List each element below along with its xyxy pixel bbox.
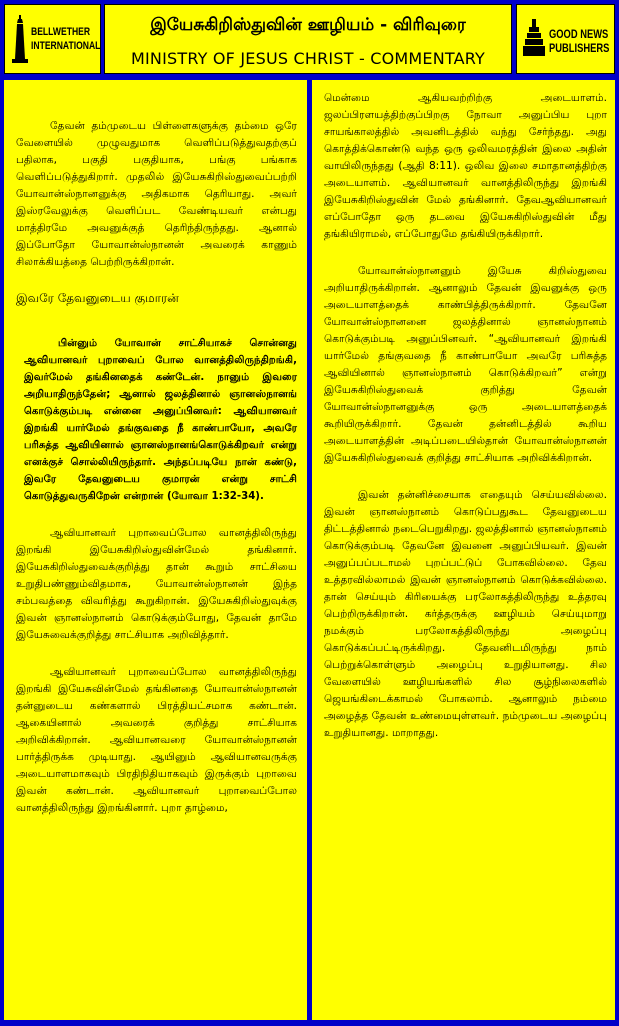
title-tamil: இயேசுகிறிஸ்துவின் ஊழியம் - விரிவுரை — [150, 15, 466, 35]
right-paragraph-2: யோவான்ஸ்நானனும் இயேசு கிறிஸ்துவை அறியாதிருக்கிறான். ஆனாலும் தேவன் இவனுக்கு ஒரு அடையாளத்தைக் காண்பித்திருக்கிறார். தேவனே யோவான்ஸ்நானனை ஜலத்தினால் ஞானஸ்நானம் கொடுக்கும்படி அனுப்பினவர். “ஆவியானவர் இறங்கி யார்மேல் தங்குவதை நீ காண்பாயோ அவரே பரிசுத்த ஆவியினால் ஞானஸ்நானம் கொடுக்கிறவர்” என்று இயேசுகிறிஸ்துவைக் குறித்து தேவன் யோவான்ஸ்நானனுக்கு ஒரு அடையாளத்தைக் கூறியிருக்கிறார். தேவன் தன்னிடத்தில் கூறிய அடையாளத்தின் அடிப்படையில்தான் யோவான்ஸ்நானன் இயேசுகிறிஸ்துவைக் குறித்து சாட்சியாக அறிவிக்கிறான். — [324, 265, 607, 464]
left-logo-line1: BELLWETHER — [31, 26, 91, 38]
left-paragraph-1: தேவன் தம்முடைய பிள்ளைகளுக்கு தம்மை ஒரே வேளையில் முழுவதுமாக வெளிப்படுத்துவதற்குப் பதிலாக, பகுதி பகுதியாக, பங்கு பங்காக வெளிப்படுத்துகிறார். முதலில் இயேசுகிறிஸ்துவைப்பற்றி யோவான்ஸ்நானனுக்கு அதிகமாக தெரியாது. அவர் இஸ்ரவேலுக்கு வெளிப்பட வேண்டியவர் என்பது மாத்திரமே அவனுக்குத் தெரிந்திருந்தது. ஆனால் இப்போதோ யோவான்ஸ்நானன் அவரைக் காணும் சிலாக்கியத்தை பெற்றிருக்கிறான். — [16, 120, 297, 268]
right-logo-line1: GOOD NEWS — [549, 27, 609, 41]
right-logo-line2: PUBLISHERS — [549, 41, 610, 55]
left-column — [4, 80, 307, 1020]
good-news-logo — [516, 4, 615, 74]
title-english: MINISTRY OF JESUS CHRIST - COMMENTARY — [130, 49, 486, 68]
left-paragraph-3: ஆவியானவர் புறாவைப்போல வானத்திலிருந்து இறங்கி இயேசுவின்மேல் தங்கினதை யோவான்ஸ்நானன் தன்னுடைய கண்களால் பிரத்தியட்சமாக கண்டான். ஆகையினால் அவரைக் குறித்து சாட்சியாக அறிவிக்கிறான். ஆவியானவரை யோவான்ஸ்நானன் பார்த்திருக்க முடியாது. ஆயினும் ஆவியானவருக்கு அடையாளமாகவும் பிரதிநிதியாகவும் இருக்கும் புறாவை இவன் கண்டான். ஆவியானவர் புறாவைப்போல வானத்திலிருந்து இறங்கினார். புறா தாழ்மை, — [16, 666, 297, 814]
page-header — [0, 0, 619, 78]
bellwether-logo — [4, 4, 101, 74]
scripture-quote: பின்னும் யோவான் சாட்சியாகச் சொன்னது ஆவியானவர் புறாவைப் போல வானத்திலிருந்திறங்கி, இவர்மேல் தங்கினதைக் கண்டேன். நானும் இவரை அறியாதிருந்தேன்; ஆனால் ஜலத்தினால் ஞானஸ்நானங் கொடுக்கும்படி என்னை அனுப்பினவர்: ஆவியானவர் இறங்கி யார்மேல் தங்குவதை நீ காண்பாயோ, அவரே பரிசுத்த ஆவியினால் ஞானஸ்நானங்கொடுக்கிறவர் என்று எனக்குச் சொல்லியிருந்தார். அந்தப்படியே நான் கண்டு, இவரே தேவனுடைய குமாரன் என்று சாட்சி கொடுத்துவருகிறேன் என்றான் (யோவா 1:32-34). — [24, 338, 297, 502]
right-paragraph-1: மென்மை ஆகியவற்றிற்கு அடையாளம். ஜலப்பிரளயத்திற்குப்பிறகு நோவா அனுப்பிய புறா சாயங்காலத்தில் அவனிடத்தில் வந்து சேர்ந்தது. அது கொத்திக்கொண்டு வந்த ஒரு ஒலிவமரத்தின் இலை அதின் வாயிலிருந்தது (ஆதி 8:11). ஒலிவ இலை சமாதானத்திற்கு அடையாளம். ஆவியானவர் வானத்திலிருந்து இறங்கி இயேசுகிறிஸ்துவின் மேல் தங்கினார். தேவஆவியானவர் எப்போதோ ஒரு தடவை இயேசுகிறிஸ்துவின் மீது தங்கியிராமல், எப்போதுமே தங்கியிருக்கிறார். — [324, 92, 607, 240]
title-banner — [104, 4, 512, 74]
right-column — [312, 80, 615, 1020]
right-paragraph-3: இவன் தன்னிச்சையாக எதையும் செய்யவில்லை. இவன் ஞானஸ்நானம் கொடுப்பதுகூட தேவனுடைய திட்டத்தினால் நடைபெறுகிறது. ஜலத்தினால் ஞானஸ்நானம் கொடுக்கும்படி தேவனே இவனை அனுப்பியவர். இவன் அனுப்பப்படாமல் புறப்பட்டுப் போகவில்லை. தேவ உத்தரவில்லாமல் இவன் ஞானஸ்நானம் கொடுக்கவில்லை. தான் செய்யும் கிரியைக்கு பரலோகத்திலிருந்து உத்தரவு பெற்றிருக்கிறான். கர்த்தருக்கு ஊழியம் செய்யுமாறு நமக்கும் பரலோகத்திலிருந்து அழைப்பு கொடுக்கப்பட்டிருக்கிறது. தேவனிடமிருந்து நாம் பெற்றுக்கொள்ளும் அழைப்பு உறுதியானது. சில வேளையில் ஊழியங்களில் சில சூழ்நிலைகளில் ஜெயங்கிடைக்காமல் போகலாம். ஆனாலும் நம்மை அழைத்த தேவன் உண்மையுள்ளவர். நம்முடைய அழைப்பு உறுதியானது. மாறாதது. — [324, 489, 607, 739]
book-icon — [523, 19, 545, 59]
left-logo-line2: INTERNATIONAL — [31, 40, 101, 52]
lighthouse-icon — [11, 15, 29, 63]
left-paragraph-2: ஆவியானவர் புறாவைப்போல வானத்திலிருந்து இறங்கி இயேசுகிறிஸ்துவின்மேல் தங்கினார். இயேசுகிறிஸ்துவைக்குறித்து தான் கூறும் சாட்சியை உறுதிபண்ணும்விதமாக, யோவான்ஸ்நானன் இந்த சம்பவத்தை விவரித்து கூறுகிறான். இயேசுகிறிஸ்துவுக்கு இவன் ஞானஸ்நானம் கொடுக்கும்போது, தேவன் தாமே இயேசுவைக்குறித்து சாட்சியாக அறிவித்தார். — [16, 527, 297, 641]
section-heading: இவரே தேவனுடைய குமாரன் — [16, 291, 179, 305]
